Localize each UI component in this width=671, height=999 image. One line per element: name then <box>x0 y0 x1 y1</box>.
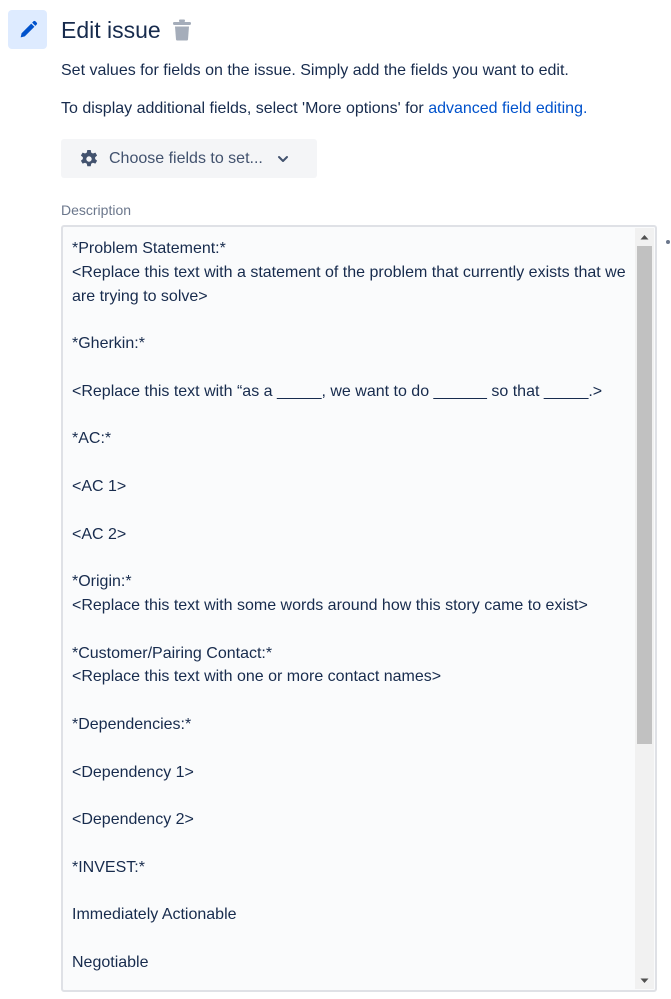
scrollbar-thumb[interactable] <box>637 246 652 744</box>
help-text-prefix: To display additional fields, select 'More options' for <box>61 100 429 117</box>
chevron-down-icon <box>277 155 289 163</box>
delete-button[interactable] <box>173 19 191 41</box>
gear-icon <box>77 147 101 171</box>
edit-pencil-button[interactable] <box>8 10 47 49</box>
title-row <box>61 14 191 46</box>
trash-icon <box>173 19 191 41</box>
description-text[interactable]: *Problem Statement:* <Replace this text with a statement of the problem that currently exists that we are trying to solve> *Gherkin:* <Replace this text with “as a _____, we want to do ______ so that _____.> *AC:* <AC 1> <AC 2> *Origin:* <Replace this text with some words around how this story came to exist> *Customer/Pairing Contact:* <Replace this text with one or more contact names> *Dependencies:* <Dependency 1> <Dependency 2> *INVEST:* Immediately Actionable Negotiable <box>72 240 626 971</box>
help-text-fields: Set values for fields on the issue. Simply add the fields you want to edit. <box>61 62 569 79</box>
choose-fields-button[interactable] <box>61 139 317 178</box>
resize-handle-dot <box>666 240 670 244</box>
description-textarea[interactable] <box>61 225 657 992</box>
help-text-advanced <box>61 99 587 119</box>
choose-fields-label: Choose fields to set... <box>109 149 263 167</box>
pencil-icon <box>17 19 39 41</box>
description-label: Description <box>61 202 132 218</box>
page-title: Edit issue <box>61 16 161 43</box>
advanced-field-editing-link[interactable]: advanced field editing. <box>428 100 588 117</box>
description-scrollbar[interactable] <box>635 228 654 989</box>
scroll-down-arrow-icon[interactable] <box>635 972 654 989</box>
scroll-up-arrow-icon[interactable] <box>635 228 654 245</box>
